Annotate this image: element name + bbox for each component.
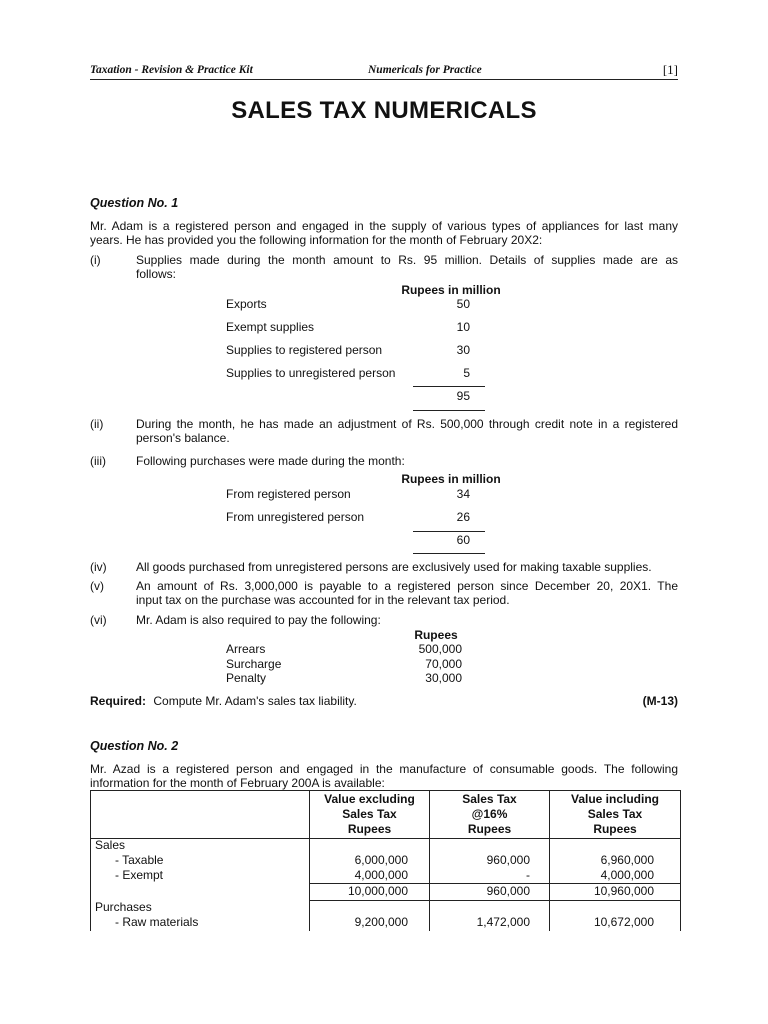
row-label-exempt: - Exempt bbox=[115, 868, 164, 882]
total-rule-top bbox=[413, 531, 485, 532]
col-header-value-excl bbox=[310, 792, 429, 837]
required-line bbox=[90, 694, 678, 708]
purchases-value: 26 bbox=[456, 510, 470, 524]
item-line: follows: bbox=[136, 267, 177, 281]
total-rule-bottom bbox=[413, 410, 485, 411]
other-label: Surcharge bbox=[226, 657, 282, 671]
intro-line: information for the month of February 200A is available: bbox=[90, 776, 385, 790]
item-line: During the month, he has made an adjustment of Rs. 500,000 through credit note in a registered bbox=[136, 417, 678, 431]
supplies-label: Exports bbox=[226, 297, 267, 311]
other-label: Penalty bbox=[226, 671, 267, 685]
intro-line: years. He has provided you the following information for the month of February 20X2: bbox=[90, 233, 543, 247]
col-header-line: Value excluding bbox=[324, 792, 415, 806]
sales-total-value-incl: 10,960,000 bbox=[593, 884, 654, 898]
header-book-title: Taxation - Revision & Practice Kit bbox=[90, 64, 253, 76]
raw-value-incl: 10,672,000 bbox=[593, 915, 654, 929]
running-header bbox=[90, 63, 678, 80]
col-header-sales-tax bbox=[430, 792, 549, 837]
row-label-purchases: Purchases bbox=[95, 900, 152, 914]
col-header-line: Rupees bbox=[347, 822, 392, 836]
taxable-value-incl: 6,960,000 bbox=[600, 853, 654, 867]
item-line: person's balance. bbox=[136, 431, 230, 445]
supplies-column-header: Rupees in million bbox=[401, 283, 501, 297]
supplies-value: 30 bbox=[456, 343, 470, 357]
taxable-sales-tax: 960,000 bbox=[486, 853, 530, 867]
header-page-number: [1] bbox=[662, 62, 678, 77]
sales-total-sales-tax: 960,000 bbox=[486, 884, 530, 898]
purchases-column-header: Rupees in million bbox=[401, 472, 501, 486]
purchases-label: From unregistered person bbox=[226, 510, 365, 524]
purchases-value: 34 bbox=[456, 487, 470, 501]
col-header-line: Rupees bbox=[467, 822, 512, 836]
supplies-value: 50 bbox=[456, 297, 470, 311]
header-section-title: Numericals for Practice bbox=[368, 64, 482, 76]
item-number: (v) bbox=[90, 579, 104, 593]
question-2-table bbox=[90, 790, 681, 931]
total-rule-bottom bbox=[413, 553, 485, 554]
row-label-raw-materials: - Raw materials bbox=[115, 915, 199, 929]
purchases-label: From registered person bbox=[226, 487, 351, 501]
item-line: Mr. Adam is also required to pay the following: bbox=[136, 613, 381, 627]
item-number: (iv) bbox=[90, 560, 107, 574]
supplies-value: 5 bbox=[463, 366, 470, 380]
col-header-value-incl bbox=[550, 792, 680, 837]
item-number: (i) bbox=[90, 253, 101, 267]
row-label-taxable: - Taxable bbox=[115, 853, 164, 867]
sales-total-value-excl: 10,000,000 bbox=[347, 884, 408, 898]
col-header-line: Value including bbox=[570, 792, 659, 806]
purchases-total: 60 bbox=[456, 533, 470, 547]
col-header-line: Sales Tax bbox=[587, 807, 643, 821]
required-label: Required: bbox=[90, 694, 147, 708]
exempt-value-excl: 4,000,000 bbox=[354, 868, 408, 882]
item-line: Supplies made during the month amount to Rs. 95 million. Details of supplies made are as bbox=[136, 253, 678, 267]
raw-sales-tax: 1,472,000 bbox=[476, 915, 530, 929]
page-title: SALES TAX NUMERICALS bbox=[231, 97, 537, 124]
item-line: An amount of Rs. 3,000,000 is payable to a registered person since December 20, 20X1. The bbox=[136, 579, 678, 593]
col-header-line: @16% bbox=[471, 807, 508, 821]
item-number: (vi) bbox=[90, 613, 107, 627]
exempt-sales-tax: - bbox=[526, 868, 530, 882]
item-number: (ii) bbox=[90, 417, 104, 431]
question-2-heading: Question No. 2 bbox=[90, 739, 179, 753]
taxable-value-excl: 6,000,000 bbox=[354, 853, 408, 867]
item-line: Following purchases were made during the month: bbox=[136, 454, 405, 468]
col-header-line: Sales Tax bbox=[462, 792, 517, 806]
table-header-rule bbox=[91, 838, 680, 839]
total-rule-top bbox=[413, 386, 485, 387]
other-value: 70,000 bbox=[425, 657, 462, 671]
question-1-intro bbox=[90, 219, 678, 247]
question-2-intro bbox=[90, 762, 678, 790]
col-header-line: Rupees bbox=[593, 822, 637, 836]
col-header-line: Sales Tax bbox=[342, 807, 397, 821]
intro-line: Mr. Azad is a registered person and engaged in the manufacture of consumable goods. The following bbox=[90, 762, 678, 776]
supplies-value: 10 bbox=[456, 320, 470, 334]
item-line: input tax on the purchase was accounted for in the relevant tax period. bbox=[136, 593, 510, 607]
other-value: 500,000 bbox=[418, 642, 462, 656]
supplies-label: Exempt supplies bbox=[226, 320, 315, 334]
raw-value-excl: 9,200,000 bbox=[354, 915, 408, 929]
supplies-label: Supplies to registered person bbox=[226, 343, 383, 357]
required-text: Compute Mr. Adam's sales tax liability. bbox=[153, 694, 357, 708]
item-line: All goods purchased from unregistered persons are exclusively used for making taxable supplies. bbox=[136, 560, 652, 574]
subtotal-rule-bottom bbox=[310, 900, 680, 901]
supplies-total: 95 bbox=[456, 389, 470, 403]
question-1-heading: Question No. 1 bbox=[90, 196, 179, 210]
exempt-value-incl: 4,000,000 bbox=[600, 868, 654, 882]
other-column-header: Rupees bbox=[414, 628, 458, 642]
intro-line: Mr. Adam is a registered person and engaged in the supply of various types of appliances for last many bbox=[90, 219, 678, 233]
other-value: 30,000 bbox=[425, 671, 462, 685]
exam-code: (M-13) bbox=[642, 694, 678, 708]
other-label: Arrears bbox=[226, 642, 266, 656]
item-number: (iii) bbox=[90, 454, 106, 468]
row-label-sales: Sales bbox=[95, 838, 126, 852]
supplies-label: Supplies to unregistered person bbox=[226, 366, 396, 380]
